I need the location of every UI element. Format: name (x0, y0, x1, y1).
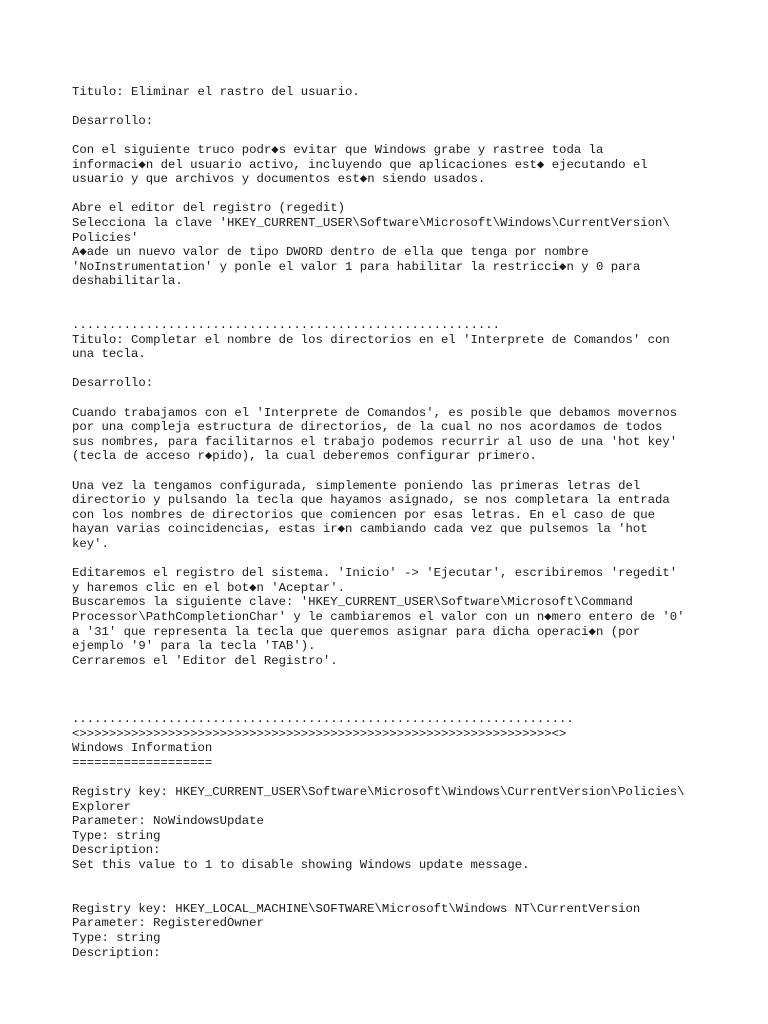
text-line: Windows Information (72, 741, 213, 756)
text-line (72, 362, 712, 377)
text-line: .................................................................... (72, 712, 574, 727)
text-line: Registry key: HKEY_CURRENT_USER\Software\Microsoft\Windows\CurrentVersion\Policies\ (72, 785, 685, 800)
text-line: deshabilitarla. (72, 274, 183, 289)
text-line: A◆ade un nuevo valor de tipo DWORD dentro de ella que tenga por nombre (72, 245, 589, 260)
text-line: =================== (72, 755, 213, 770)
text-line (72, 552, 712, 567)
text-line: Explorer (72, 799, 132, 814)
text-line: .......................................................... (72, 318, 501, 333)
text-line (72, 771, 712, 786)
text-line: (tecla de acceso r◆pido), la cual deberemos configurar primero. (72, 449, 537, 464)
text-line (72, 187, 712, 202)
text-line: <>>>>>>>>>>>>>>>>>>>>>>>>>>>>>>>>>>>>>>>>>>>>>>>>>>>>>>>>>>>>>>>><> (72, 726, 567, 741)
text-line (72, 683, 712, 698)
text-line: Titulo: Eliminar el rastro del usuario. (72, 84, 360, 99)
text-line (72, 668, 712, 683)
text-line: Cuando trabajamos con el 'Interprete de Comandos', es posible que debamos movernos (72, 405, 678, 420)
text-line: sus nombres, para facilitarnos el trabajo podemos recurrir al uso de una 'hot key' (72, 434, 678, 449)
text-line (72, 698, 712, 713)
text-line: por una compleja estructura de directorios, de la cual no nos acordamos de todos (72, 420, 663, 435)
text-line: y haremos clic en el bot◆n 'Aceptar'. (72, 580, 346, 595)
text-line (72, 70, 712, 85)
text-line: Parameter: RegisteredOwner (72, 916, 264, 931)
text-line: Con el siguiente truco podr◆s evitar que Windows grabe y rastree toda la (72, 142, 604, 157)
text-line: hayan varias coincidencias, estas ir◆n cambiando cada vez que pulsemos la 'hot (72, 522, 648, 537)
text-line: Description: (72, 945, 161, 960)
text-line (72, 873, 712, 888)
text-line: Editaremos el registro del sistema. 'Inicio' -> 'Ejecutar', escribiremos 'regedit' (72, 566, 678, 581)
text-line: Set this value to 1 to disable showing Windows update message. (72, 858, 530, 873)
text-line: Cerraremos el 'Editor del Registro'. (72, 653, 338, 668)
text-line (72, 99, 712, 114)
text-line: key'. (72, 537, 109, 551)
text-line: Processor\PathCompletionChar' y le cambiaremos el valor con un n◆mero entero de '0' (72, 609, 685, 624)
document-page (72, 70, 712, 960)
text-line: Buscaremos la siguiente clave: 'HKEY_CURRENT_USER\Software\Microsoft\Command (72, 595, 633, 610)
text-line: ejemplo '9' para la tecla 'TAB'). (72, 639, 316, 654)
text-line: informaci◆n del usuario activo, incluyendo que aplicaciones est◆ ejecutando el (72, 157, 648, 172)
text-line (72, 464, 712, 479)
text-line: 'NoInstrumentation' y ponle el valor 1 para habilitar la restricci◆n y 0 para (72, 259, 641, 274)
text-line: directorio y pulsando la tecla que hayamos asignado, se nos completara la entrada (72, 493, 670, 508)
text-line: Registry key: HKEY_LOCAL_MACHINE\SOFTWARE\Microsoft\Windows NT\CurrentVersion (72, 901, 641, 916)
text-line (72, 887, 712, 902)
text-line (72, 128, 712, 143)
text-line: Policies' (72, 230, 139, 245)
text-line: con los nombres de directorios que comiencen por esas letras. En el caso de que (72, 507, 655, 522)
text-line: a '31' que representa la tecla que queremos asignar para dicha operaci◆n (por (72, 624, 641, 639)
text-line (72, 391, 712, 406)
text-line: Description: (72, 843, 161, 858)
text-line: una tecla. (72, 347, 146, 362)
text-line: Desarrollo: (72, 113, 154, 128)
text-line: Parameter: NoWindowsUpdate (72, 814, 264, 829)
text-line: Type: string (72, 931, 161, 946)
text-line: Selecciona la clave 'HKEY_CURRENT_USER\Software\Microsoft\Windows\CurrentVersion\ (72, 215, 670, 230)
text-line (72, 304, 712, 319)
text-line: Una vez la tengamos configurada, simplemente poniendo las primeras letras del (72, 478, 641, 493)
text-line: Titulo: Completar el nombre de los directorios en el 'Interprete de Comandos' con (72, 332, 670, 347)
text-line: usuario y que archivos y documentos est◆n siendo usados. (72, 172, 486, 187)
text-line: Abre el editor del registro (regedit) (72, 201, 346, 216)
text-line: Desarrollo: (72, 376, 154, 391)
text-line: Type: string (72, 828, 161, 843)
text-line (72, 289, 712, 304)
